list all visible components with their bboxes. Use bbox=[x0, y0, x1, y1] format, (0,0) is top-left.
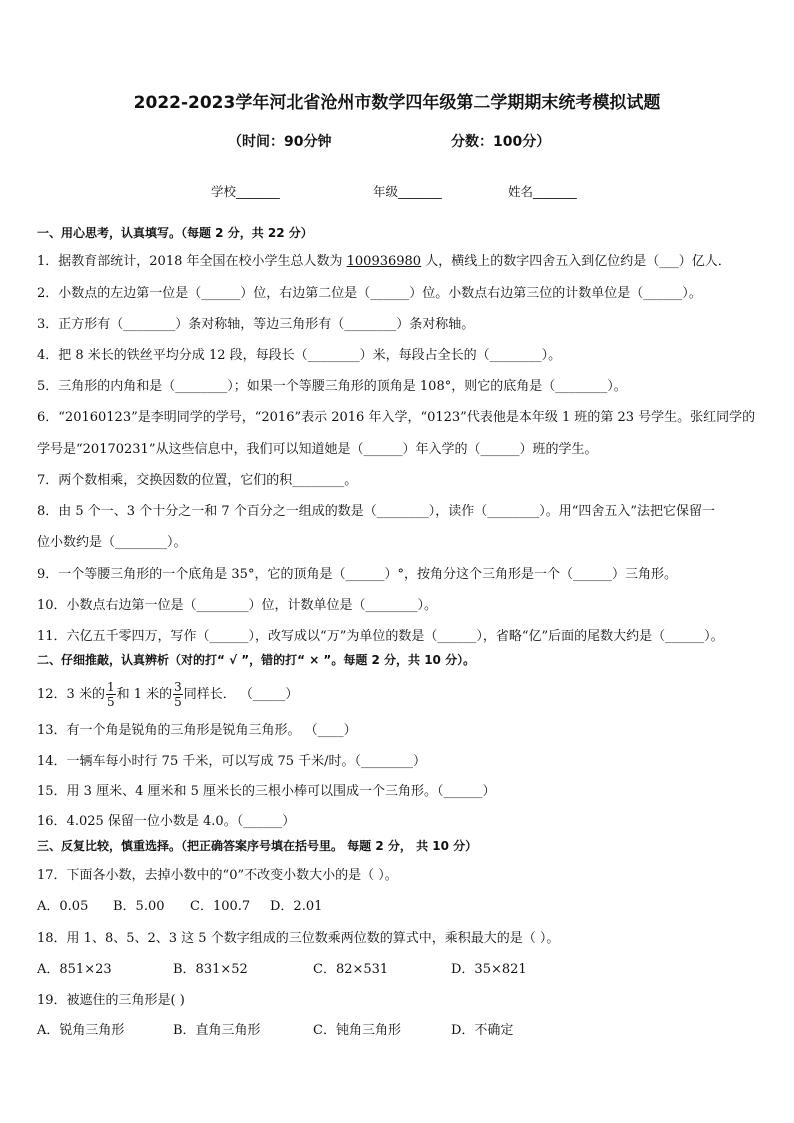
option-b: B．5.00 bbox=[113, 899, 165, 914]
question-13: 13．有一个角是锐角的三角形是锐角三角形。 （____） bbox=[37, 723, 357, 738]
question-16: 16．4.025 保留一位小数是 4.0。（______） bbox=[37, 814, 296, 829]
question-9: 9．一个等腰三角形的一个底角是 35°，它的顶角是（______）°，按角分这个三角形是一个（______）三角形。 bbox=[37, 567, 677, 582]
time-limit: （时间：90分钟 bbox=[228, 134, 332, 150]
total-score: 分数：100分） bbox=[451, 134, 551, 150]
underlined-number: 100936980 bbox=[346, 254, 422, 269]
question-17: 17．下面各小数，去掉小数中的“0”不改变小数大小的是（ ）。 bbox=[37, 868, 398, 883]
grade-field: 年级_______ bbox=[373, 184, 442, 199]
fraction: $\frac{3}{5}$ bbox=[174, 680, 182, 709]
option-d: D．35×821 bbox=[451, 962, 527, 977]
option-c: C．钝角三角形 bbox=[313, 1023, 401, 1038]
question-3: 3．正方形有（________）条对称轴，等边三角形有（________）条对称轴。 bbox=[37, 317, 475, 332]
option-b: B．831×52 bbox=[173, 962, 248, 977]
question-19: 19．被遮住的三角形是( ) bbox=[37, 993, 185, 1008]
option-c: C．100.7 bbox=[190, 899, 251, 914]
question-18: 18．用 1、8、5、2、3 这 5 个数字组成的三位数乘两位数的算式中，乘积最大的是（ ）。 bbox=[37, 931, 560, 946]
option-d: D．不确定 bbox=[451, 1023, 514, 1038]
question-8-line-1: 8．由 5 个一、3 个十分之一和 7 个百分之一组成的数是（________），读作（________）。用“四舍五入”法把它保留一 bbox=[37, 504, 716, 519]
question-15: 15．用 3 厘米、4 厘米和 5 厘米长的三根小棒可以围成一个三角形。（______） bbox=[37, 784, 496, 799]
option-c: C．82×531 bbox=[313, 962, 389, 977]
section-heading: 二、仔细推敲，认真辨析（对的打“ √ ”，错的打“ × ”。每题 2 分，共 10 分）。 bbox=[37, 653, 476, 667]
name-field: 姓名_______ bbox=[508, 184, 577, 199]
option-a: A．851×23 bbox=[37, 962, 112, 977]
question-11: 11．六亿五千零四万，写作（______），改写成以“万”为单位的数是（______），省略“亿”后面的尾数大约是（______）。 bbox=[37, 629, 724, 644]
option-d: D．2.01 bbox=[270, 899, 323, 914]
question-6-line-1: 6．“20160123”是李明同学的学号，“2016”表示 2016 年入学，“0123”代表他是本年级 1 班的第 23 号学生。张红同学的 bbox=[37, 410, 756, 425]
section-heading: 一、用心思考，认真填写。（每题 2 分，共 22 分） bbox=[37, 226, 313, 240]
school-field: 学校_______ bbox=[211, 184, 280, 199]
question-4: 4．把 8 米长的铁丝平均分成 12 段，每段长（________）米，每段占全长的（________）。 bbox=[37, 348, 562, 363]
question-10: 10．小数点右边第一位是（________）位，计数单位是（________）。 bbox=[37, 598, 438, 613]
question-6-line-2: 学号是“20170231”从这些信息中，我们可以知道她是（______）年入学的（______）班的学生。 bbox=[37, 442, 598, 457]
question-5: 5．三角形的内角和是（________）；如果一个等腰三角形的顶角是 108°，则它的底角是（________）。 bbox=[37, 379, 627, 394]
question-2: 2．小数点的左边第一位是（______）位，右边第二位是（______）位。小数点右边第三位的计数单位是（______）。 bbox=[37, 286, 702, 301]
option-b: B．直角三角形 bbox=[173, 1023, 261, 1038]
question-1: 1．据教育部统计，2018 年全国在校小学生总人数为 100936980 人，横线上的数字四舍五入到亿位约是（___）亿人． bbox=[37, 254, 731, 269]
section-heading: 三、反复比较，慎重选择。（把正确答案序号填在括号里。 每题 2 分， 共 10 分） bbox=[37, 839, 478, 853]
question-8-line-2: 位小数约是（________）。 bbox=[37, 535, 187, 550]
option-a: A．锐角三角形 bbox=[37, 1023, 125, 1038]
question-14: 14．一辆车每小时行 75 千米，可以写成 75 千米/时。（________） bbox=[37, 754, 427, 769]
page-title: 2022-2023学年河北省沧州市数学四年级第二学期期末统考模拟试题 bbox=[133, 93, 661, 113]
fraction: $\frac{1}{5}$ bbox=[106, 680, 115, 709]
option-a: A．0.05 bbox=[37, 899, 89, 914]
question-12: 12．3 米的 $\frac{1}{5}$ 和 1 米的 $\frac{3}{5}$ 同样长． （_____） bbox=[37, 680, 299, 709]
question-7: 7．两个数相乘，交换因数的位置，它们的积________。 bbox=[37, 473, 358, 488]
